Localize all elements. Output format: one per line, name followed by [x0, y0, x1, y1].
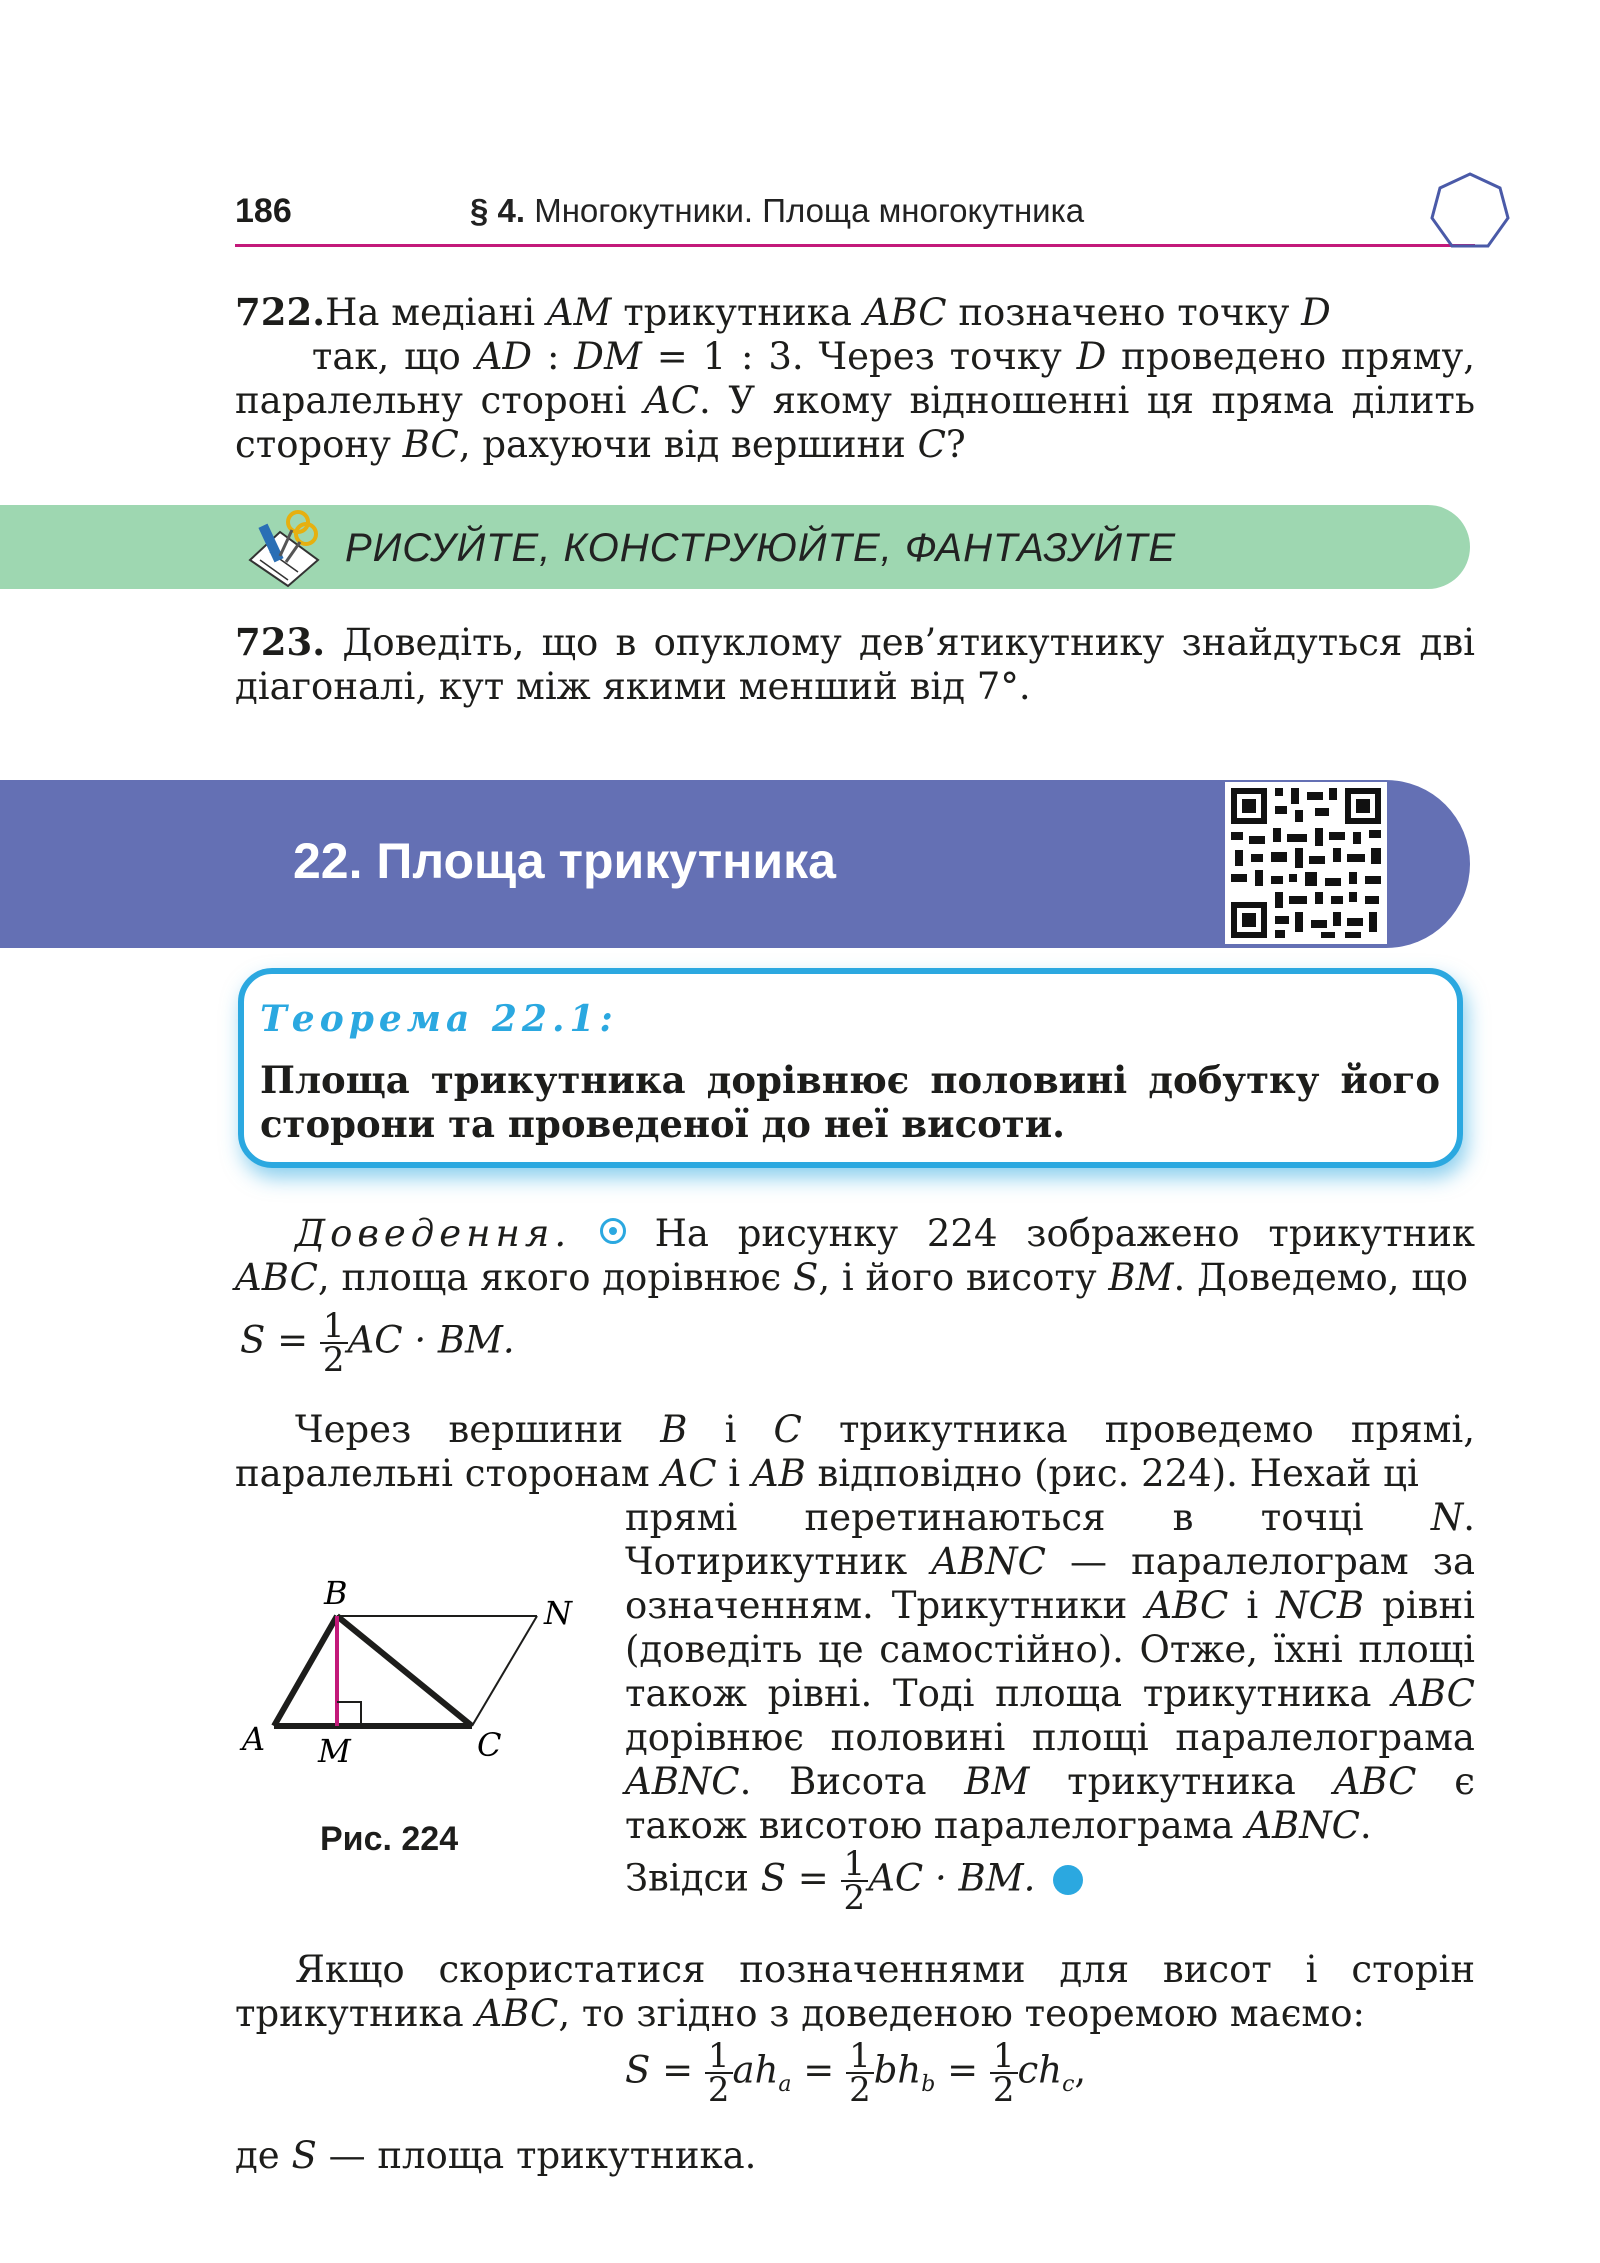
math: S [793, 1256, 819, 1299]
text: трикутника [611, 291, 864, 334]
text: , площа якого дорівнює [317, 1256, 794, 1299]
math: B [660, 1408, 688, 1451]
text: На медіані [325, 291, 547, 334]
text: = [650, 2048, 705, 2092]
math: ABC [1145, 1584, 1229, 1627]
section-running-title: Многокутники. Площа многокутника [534, 192, 1085, 229]
numerator: 1 [846, 2040, 874, 2074]
text: проведено пряму, паралельну стороні [235, 335, 1475, 422]
text: . Доведемо, що [1173, 1256, 1468, 1299]
text: трикутника проведемо прямі, паралельні сторонам [235, 1408, 1475, 1495]
math: DM [574, 335, 642, 378]
compass-pencil-icon [240, 504, 330, 590]
text: відповідно (рис. 224). Нехай ці [805, 1452, 1419, 1495]
denominator: 2 [843, 1878, 866, 1918]
text: — площа трикутника. [316, 2134, 757, 2177]
fraction [990, 2036, 1018, 2110]
math: D [1076, 335, 1107, 378]
section-title: 22. Площа трикутника [293, 833, 836, 889]
text: дорівнює половині площі паралелограма [625, 1716, 1475, 1759]
subscript: c [1062, 2071, 1075, 2097]
formula-3 [625, 2036, 1087, 2110]
numerator: 1 [990, 2040, 1018, 2074]
text: і [1228, 1584, 1277, 1627]
section-ref: § 4. [470, 192, 526, 229]
math: C [917, 423, 946, 466]
math: ABNC [931, 1540, 1046, 1583]
text: , то згідно з доведеною теоремою маємо: [558, 1992, 1365, 2035]
label-b: B [324, 1574, 348, 1612]
label-m: M [318, 1732, 351, 1768]
text: рівні (доведіть це самостійно). Отже, їхні площі також рівні. Тоді площа трикутника [625, 1584, 1476, 1715]
math: AM [546, 291, 612, 334]
subscript: b [921, 2071, 936, 2097]
text: ? [945, 423, 966, 466]
closing-paragraph [235, 1948, 1475, 2036]
label-a: A [242, 1720, 266, 1758]
problem-722 [235, 290, 1475, 467]
text: Через точку [803, 335, 1077, 378]
math: S [291, 2134, 317, 2177]
math: AC · BM. [868, 1856, 1036, 1900]
side-ab [274, 1616, 337, 1726]
text: , [1074, 2048, 1087, 2092]
denominator: 2 [707, 2070, 730, 2110]
problem-text: Доведіть, що в опуклому дев’ятикутнику знайдуться дві діагоналі, кут між якими менший від 7°. [235, 621, 1475, 708]
denominator: 2 [849, 2070, 871, 2110]
math: D [1301, 291, 1331, 334]
text: = [791, 2048, 847, 2092]
fraction [705, 2036, 733, 2110]
theorem-title: Теорема 22.1: [260, 998, 618, 1040]
math: C [773, 1408, 802, 1451]
numerator: 1 [705, 2040, 733, 2074]
math: BC [402, 423, 459, 466]
problem-number: 723. [235, 620, 326, 664]
proof-paragraph-1 [235, 1212, 1475, 1300]
math: ABNC [625, 1760, 740, 1803]
proof-end-icon [1053, 1865, 1083, 1895]
text: . Чотирикутник [625, 1496, 1475, 1583]
fraction [841, 1844, 869, 1918]
text: . Висота [739, 1760, 965, 1803]
text: позначено точку [946, 291, 1302, 334]
side-bc [337, 1616, 472, 1726]
text: . У якому відношенні ця пряма ділить сторону [235, 379, 1476, 466]
fraction [846, 2036, 874, 2110]
text: . [1359, 1804, 1372, 1847]
text: : [532, 335, 575, 378]
proof-label: Доведення. [295, 1212, 572, 1255]
figure-224 [232, 1568, 592, 1768]
math: BM [1108, 1256, 1174, 1299]
math: N [1430, 1496, 1464, 1539]
subscript: a [778, 2071, 792, 2097]
math: BM [964, 1760, 1030, 1803]
drawing-banner-label: РИСУЙТЕ, КОНСТРУЮЙТЕ, ФАНТАЗУЙТЕ [345, 526, 1177, 570]
text: де [235, 2134, 292, 2177]
math: ABC [863, 291, 947, 334]
text: = 1 : 3. [641, 335, 804, 378]
math: AC [643, 379, 700, 422]
qr-code-icon[interactable] [1225, 782, 1387, 944]
formula-1 [240, 1306, 515, 1380]
math: bh [873, 2048, 922, 2092]
label-n: N [544, 1594, 572, 1632]
text: Через вершини [295, 1408, 661, 1451]
text: і [716, 1452, 752, 1495]
figure-caption: Рис. 224 [320, 1820, 459, 1858]
text: Якщо скористатися позначеннями для висот і сторін трикутника [235, 1948, 1475, 2035]
text: — паралелограм за означенням. Трикутники [625, 1540, 1475, 1627]
text: = [265, 1318, 320, 1362]
math: ch [1017, 2048, 1063, 2092]
text: і [687, 1408, 774, 1451]
closing-line [235, 2134, 1475, 2178]
formula-2 [625, 1844, 1083, 1918]
proof-start-icon [600, 1218, 626, 1244]
math: AB [751, 1452, 806, 1495]
text: На рисунку 224 зображено трикутник [625, 1212, 1475, 1255]
numerator: 1 [320, 1310, 348, 1344]
header-rule [235, 244, 1475, 247]
text: Звідси [625, 1856, 761, 1900]
text: прямі перетинаються в точці [625, 1496, 1431, 1539]
math: AC · BM. [347, 1318, 515, 1362]
fraction [320, 1306, 348, 1380]
math: ah [732, 2048, 779, 2092]
math: S [760, 1856, 787, 1900]
math: S [625, 2048, 651, 2092]
math: S [240, 1318, 266, 1362]
denominator: 2 [992, 2070, 1015, 2110]
math: ABNC [1245, 1804, 1360, 1847]
right-angle-mark [337, 1702, 361, 1726]
math: ABC [1333, 1760, 1417, 1803]
denominator: 2 [322, 1340, 345, 1380]
math: AD [475, 335, 533, 378]
heptagon-icon [1428, 170, 1512, 254]
text: трикутника [1029, 1760, 1334, 1803]
text: , рахуючи від вершини [458, 423, 918, 466]
line-cn [472, 1616, 537, 1726]
text: так, що [297, 335, 476, 378]
text: , і його висоту [818, 1256, 1109, 1299]
page-number: 186 [235, 192, 292, 230]
text: = [786, 1856, 841, 1900]
math: ABC [475, 1992, 559, 2035]
numerator: 1 [841, 1848, 869, 1882]
theorem-text: Площа трикутника дорівнює половині добутку його сторони та проведеної до неї висоти. [260, 1058, 1440, 1146]
label-c: C [477, 1726, 502, 1764]
problem-number: 722. [235, 290, 326, 334]
math: ABC [235, 1256, 318, 1299]
text: є також висотою паралелограма [625, 1760, 1475, 1847]
proof-paragraph-3 [625, 1496, 1475, 1848]
proof-paragraph-2 [235, 1408, 1475, 1496]
running-head [470, 192, 1084, 230]
problem-723 [235, 620, 1475, 709]
math: NCB [1276, 1584, 1365, 1627]
math: AC [661, 1452, 717, 1495]
math: ABC [1392, 1672, 1475, 1715]
text: = [935, 2048, 990, 2092]
